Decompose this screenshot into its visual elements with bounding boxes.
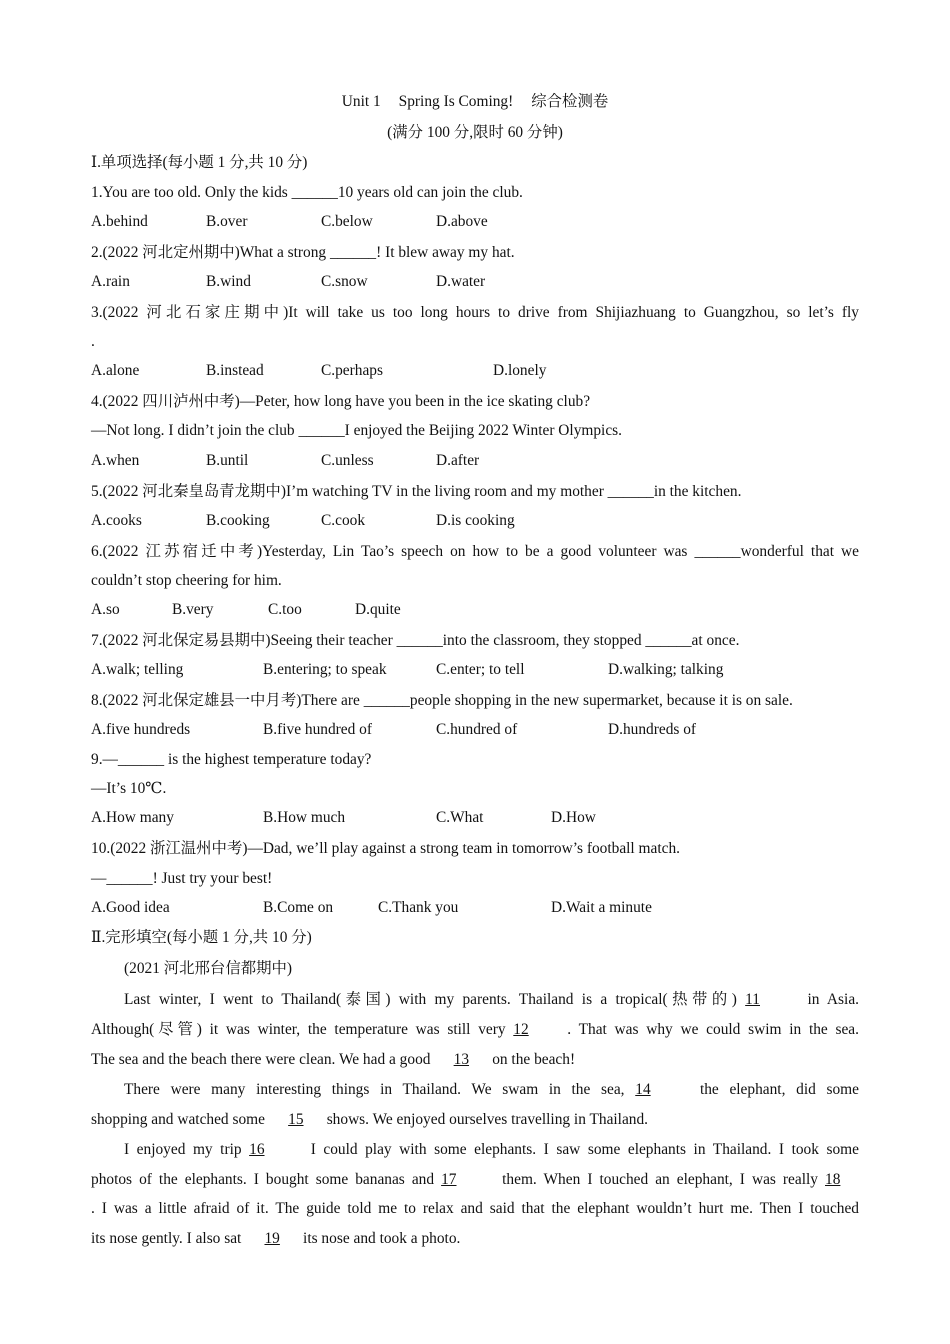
blank-17[interactable]: 17 bbox=[441, 1171, 457, 1188]
q6-option-d: D.quite bbox=[355, 601, 401, 618]
q9-option-b: B.How much bbox=[263, 809, 346, 826]
q3-stem-end: . bbox=[91, 333, 95, 350]
q4-stem: 4.(2022 四川泸州中考)—Peter, how long have you been in the ice skating club? bbox=[91, 393, 591, 410]
q7-option-b: B.entering; to speak bbox=[263, 661, 387, 678]
p3-line4: its nose gently. I also sat 19 its nose and took a photo. bbox=[91, 1230, 461, 1247]
p3-line3: . I was a little afraid of it. The guide told me to relax and said that the elephant wouldn’t hurt me. Then I touched bbox=[91, 1200, 859, 1217]
q6-stem: 6.(2022 江苏宿迁中考)Yesterday, Lin Tao’s speech on how to be a good volunteer was ______wonderful that we bbox=[91, 543, 859, 560]
q9-option-c: C.What bbox=[436, 809, 484, 826]
q4-option-c: C.unless bbox=[321, 452, 374, 469]
q10-stem: 10.(2022 浙江温州中考)—Dad, we’ll play against a strong team in tomorrow’s football match. bbox=[91, 840, 681, 857]
q8-option-c: C.hundred of bbox=[436, 721, 518, 738]
q7-stem: 7.(2022 河北保定易县期中)Seeing their teacher ______into the classroom, they stopped ______at once. bbox=[91, 632, 740, 649]
q1-option-c: C.below bbox=[321, 213, 373, 230]
q10-option-c: C.Thank you bbox=[378, 899, 459, 916]
blank-12[interactable]: 12 bbox=[513, 1021, 529, 1038]
q2-option-d: D.water bbox=[436, 273, 486, 290]
q3-stem: 3.(2022 河北石家庄期中)It will take us too long hours to drive from Shijiazhuang to Guangzhou, so let’s fly bbox=[91, 304, 859, 321]
p2-line1: There were many interesting things in Thailand. We swam in the sea, 14 the elephant, did some bbox=[124, 1081, 859, 1098]
q5-option-d: D.is cooking bbox=[436, 512, 515, 529]
title-cn: 综合检测卷 bbox=[531, 93, 609, 110]
blank-16[interactable]: 16 bbox=[249, 1141, 265, 1158]
p1-line2: Although(尽管) it was winter, the temperature was still very 12 . That was why we could swim in the sea. bbox=[91, 1021, 859, 1038]
q4-option-d: D.after bbox=[436, 452, 480, 469]
q9-stem2: —It’s 10℃. bbox=[91, 780, 167, 797]
q7-option-d: D.walking; talking bbox=[608, 661, 724, 678]
q1-option-a: A.behind bbox=[91, 213, 148, 230]
q10-option-b: B.Come on bbox=[263, 899, 334, 916]
q7-option-a: A.walk; telling bbox=[91, 661, 184, 678]
q2-option-b: B.wind bbox=[206, 273, 251, 290]
q5-option-c: C.cook bbox=[321, 512, 366, 529]
q5-option-b: B.cooking bbox=[206, 512, 270, 529]
blank-13[interactable]: 13 bbox=[453, 1051, 470, 1068]
blank-18[interactable]: 18 bbox=[825, 1171, 841, 1188]
q10-stem2: —______! Just try your best! bbox=[91, 870, 273, 887]
q6-option-b: B.very bbox=[172, 601, 214, 618]
q5-option-a: A.cooks bbox=[91, 512, 142, 529]
q1-option-b: B.over bbox=[206, 213, 248, 230]
q6-option-a: A.so bbox=[91, 601, 120, 618]
q9-option-a: A.How many bbox=[91, 809, 174, 826]
title-unit: Unit 1 bbox=[341, 93, 381, 110]
q9-stem: 9.—______ is the highest temperature today? bbox=[91, 751, 372, 768]
q5-stem: 5.(2022 河北秦皇岛青龙期中)I’m watching TV in the living room and my mother ______in the kitchen. bbox=[91, 483, 742, 500]
q8-option-a: A.five hundreds bbox=[91, 721, 191, 738]
q1-stem: 1.You are too old. Only the kids ______10 years old can join the club. bbox=[91, 184, 523, 201]
blank-11[interactable]: 11 bbox=[745, 991, 760, 1008]
q10-option-d: D.Wait a minute bbox=[551, 899, 652, 916]
blank-14[interactable]: 14 bbox=[635, 1081, 651, 1098]
q4-option-a: A.when bbox=[91, 452, 140, 469]
section2-heading: Ⅱ.完形填空(每小题 1 分,共 10 分) bbox=[91, 929, 312, 946]
q7-option-c: C.enter; to tell bbox=[436, 661, 525, 678]
q8-option-d: D.hundreds of bbox=[608, 721, 697, 738]
q9-option-d: D.How bbox=[551, 809, 596, 826]
p1-line1: Last winter, I went to Thailand(泰国) with my parents. Thailand is a tropical(热带的) 11 in Asia. bbox=[124, 991, 859, 1008]
q3-option-d: D.lonely bbox=[493, 362, 547, 379]
section1-heading: Ⅰ.单项选择(每小题 1 分,共 10 分) bbox=[91, 154, 308, 171]
q2-option-a: A.rain bbox=[91, 273, 130, 290]
q10-option-a: A.Good idea bbox=[91, 899, 170, 916]
q3-option-b: B.instead bbox=[206, 362, 264, 379]
p3-line2: photos of the elephants. I bought some bananas and 17 them. When I touched an elephant, I was really 18 bbox=[91, 1170, 859, 1190]
blank-15[interactable]: 15 bbox=[288, 1111, 304, 1128]
p3-line1: I enjoyed my trip 16 I could play with some elephants. I saw some elephants in Thailand. I took some bbox=[124, 1141, 859, 1158]
section2-source: (2021 河北邢台信都期中) bbox=[124, 960, 293, 977]
q1-option-d: D.above bbox=[436, 213, 488, 230]
q6-stem2: couldn’t stop cheering for him. bbox=[91, 572, 282, 589]
blank-19[interactable]: 19 bbox=[264, 1230, 280, 1247]
q8-option-b: B.five hundred of bbox=[263, 721, 372, 738]
p1-line3: The sea and the beach there were clean. We had a good 13 on the beach! bbox=[91, 1051, 576, 1068]
page-title bbox=[0, 92, 950, 112]
q2-option-c: C.snow bbox=[321, 273, 368, 290]
q4-option-b: B.until bbox=[206, 452, 249, 469]
q3-option-c: C.perhaps bbox=[321, 362, 383, 379]
title-name: Spring Is Coming! bbox=[398, 93, 514, 110]
q4-stem2: —Not long. I didn’t join the club ______I enjoyed the Beijing 2022 Winter Olympics. bbox=[91, 422, 623, 439]
q3-option-a: A.alone bbox=[91, 362, 140, 379]
q6-option-c: C.too bbox=[268, 601, 302, 618]
p2-line2: shopping and watched some 15 shows. We enjoyed ourselves travelling in Thailand. bbox=[91, 1111, 649, 1128]
q2-stem: 2.(2022 河北定州期中)What a strong ______! It blew away my hat. bbox=[91, 244, 515, 261]
page-subtitle: (满分 100 分,限时 60 分钟) bbox=[387, 124, 563, 141]
q8-stem: 8.(2022 河北保定雄县一中月考)There are ______people shopping in the new supermarket, because it is on sale. bbox=[91, 692, 793, 709]
